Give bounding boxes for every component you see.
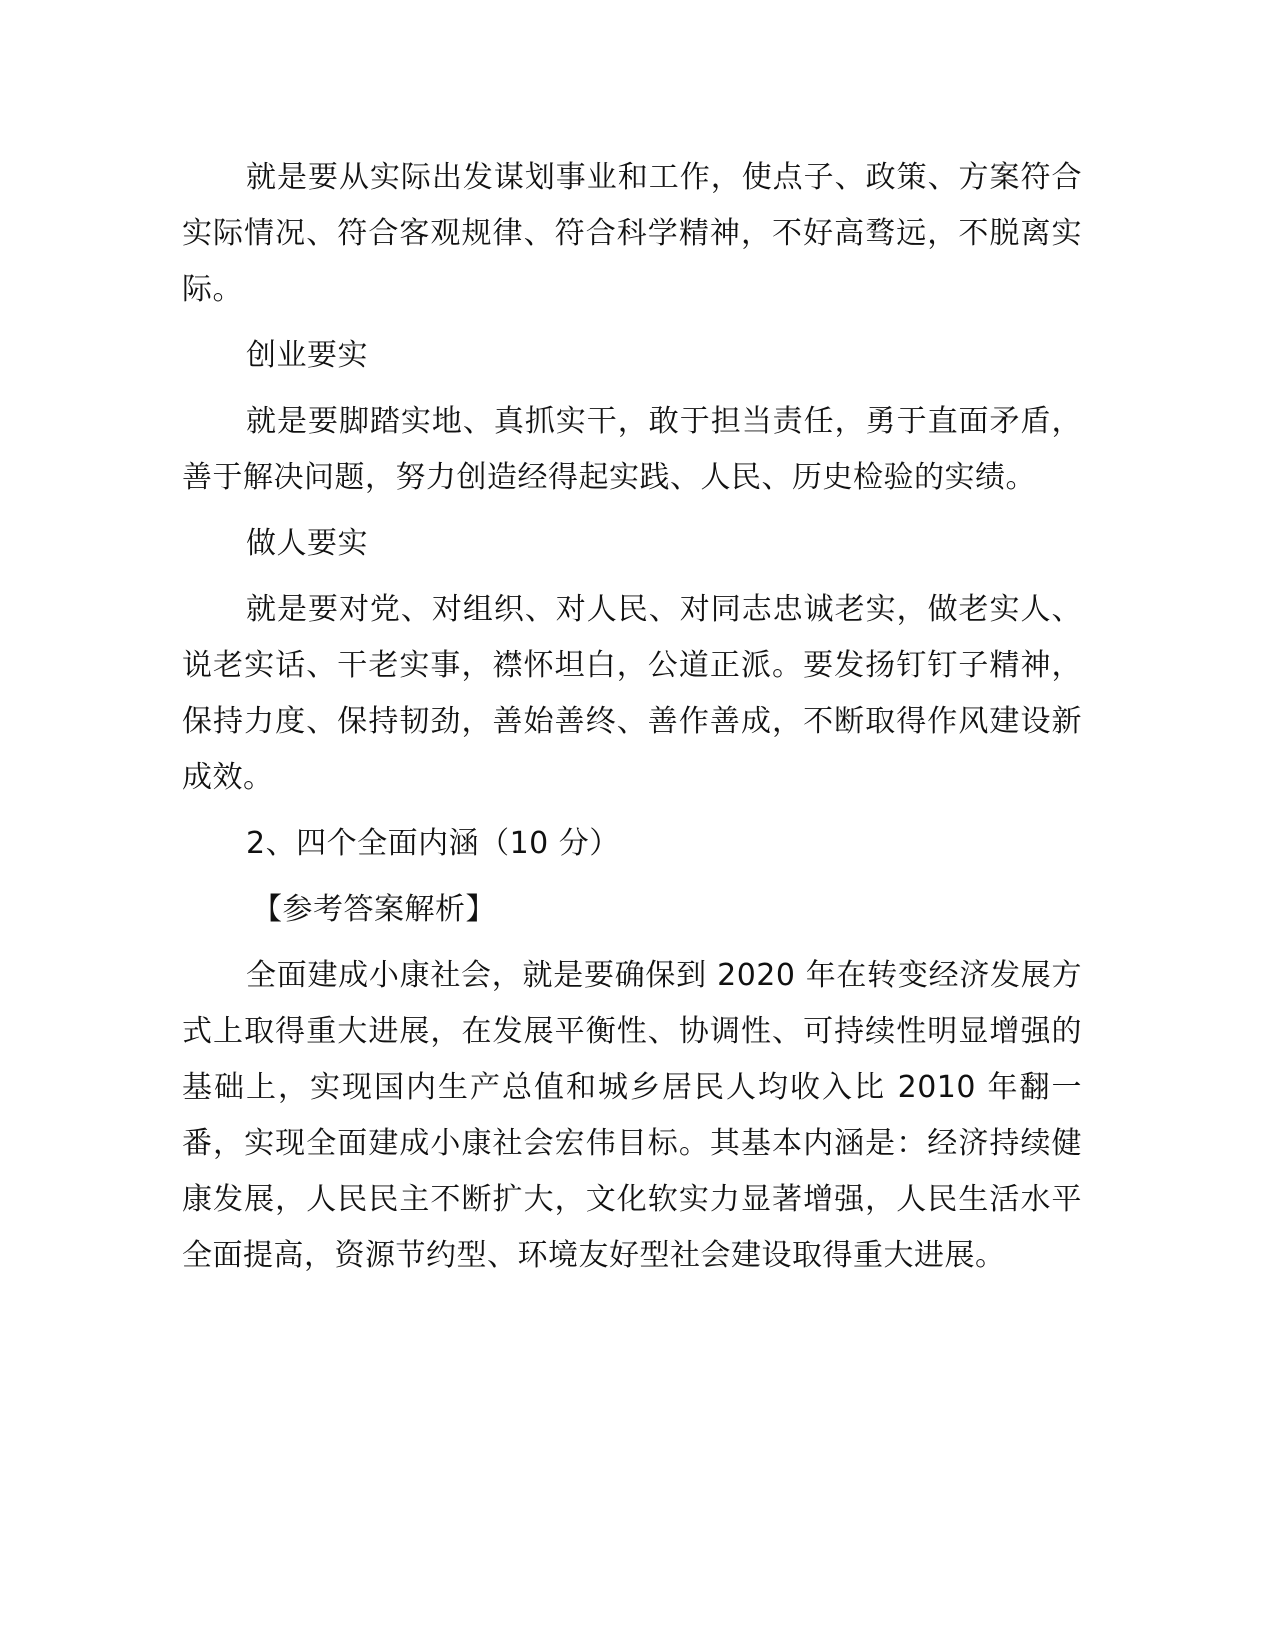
answer-label: 【参考答案解析】 bbox=[252, 892, 496, 927]
paragraph-body-4: 全面建成小康社会，就是要确保到 2020 年在转变经济发展方式上取得重大进展，在发展平衡性、协调性、可持续性明显增强的基础上，实现国内生产总值和城乡居民人均收入比 2010 年翻一番，实现全面建成小康社会宏伟目标。其基本内涵是：经济持续健康发展，人民民主不断扩大，文化软实力显著增强，人民生活水平全面提高，资源节约型、环境友好型社会建设取得重大进展。 bbox=[182, 958, 1082, 1273]
section-heading-entrepreneurship: 创业要实 bbox=[246, 338, 368, 373]
paragraph-body-3: 就是要对党、对组织、对人民、对同志忠诚老实，做老实人、说老实话、干老实事，襟怀坦白，公道正派。要发扬钉钉子精神，保持力度、保持韧劲，善始善终、善作善成，不断取得作风建设新成效。 bbox=[182, 592, 1082, 795]
document-page bbox=[182, 150, 1082, 1284]
section-heading-conduct: 做人要实 bbox=[246, 526, 368, 561]
paragraph-body-2: 就是要脚踏实地、真抓实干，敢于担当责任，勇于直面矛盾，善于解决问题，努力创造经得起实践、人民、历史检验的实绩。 bbox=[182, 404, 1082, 495]
paragraph-body-1: 就是要从实际出发谋划事业和工作，使点子、政策、方案符合实际情况、符合客观规律、符合科学精神，不好高骛远，不脱离实际。 bbox=[182, 160, 1082, 307]
question-heading: 2、四个全面内涵（10 分） bbox=[246, 826, 620, 861]
